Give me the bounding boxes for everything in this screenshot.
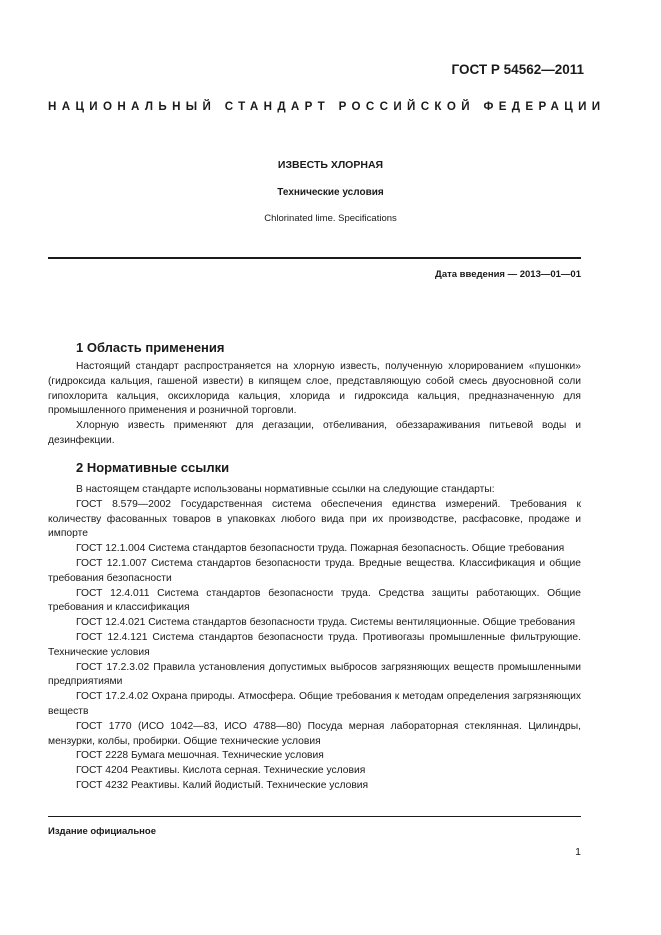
reference-item: ГОСТ 12.4.021 Система стандартов безопасности труда. Системы вентиляционные. Общие требования (76, 617, 576, 629)
document-subtitle: Технические условия (277, 187, 384, 198)
effective-date: Дата введения — 2013—01—01 (435, 269, 581, 280)
section-1-heading: 1 Область применения (76, 340, 225, 355)
reference-item: ГОСТ 12.4.121 Система стандартов безопасности труда. Противогазы промышленные фильтрующие. Технические условия (48, 631, 581, 658)
standard-type-header: НАЦИОНАЛЬНЫЙ СТАНДАРТ РОССИЙСКОЙ ФЕДЕРАЦИИ (48, 100, 606, 113)
document-title-english: Chlorinated lime. Specifications (264, 213, 397, 224)
section-1-body (48, 360, 581, 449)
reference-item: ГОСТ 4232 Реактивы. Калий йодистый. Технические условия (76, 779, 369, 791)
page-number: 1 (575, 846, 581, 858)
reference-item: ГОСТ 12.1.004 Система стандартов безопасности труда. Пожарная безопасность. Общие требования (76, 543, 565, 555)
reference-item: ГОСТ 8.579—2002 Государственная система обеспечения единства измерений. Требования к количеству фасованных товаров в упаковках любого вида при их производстве, расфасовке, продаже и импорте (48, 498, 581, 540)
reference-item: ГОСТ 17.2.4.02 Охрана природы. Атмосфера. Общие требования к методам определения загрязняющих веществ (48, 691, 581, 717)
reference-item: ГОСТ 12.1.007 Система стандартов безопасности труда. Вредные вещества. Классификация и общие требования безопасности (48, 557, 581, 584)
reference-item: ГОСТ 17.2.3.02 Правила установления допустимых выбросов загрязняющих веществ промышленными предприятиями (48, 661, 581, 688)
section-2-heading: 2 Нормативные ссылки (76, 460, 230, 475)
reference-item: ГОСТ 12.4.011 Система стандартов безопасности труда. Средства защиты работающих. Общие требования и классификация (48, 587, 581, 614)
reference-item: ГОСТ 2228 Бумага мешочная. Технические условия (76, 750, 324, 762)
section-1-paragraph: Настоящий стандарт распространяется на хлорную известь, полученную хлорированием «пушонки» (гидроксида кальция, гашеной извести) в кипящем слое, представляющую собой смесь двуосновной соли гипохлорита кальция, оксихлорида кальция, хлорида и гидроксида кальция, предназначенную для промышленного применения и розничной торговли. (48, 361, 581, 417)
edition-label: Издание официальное (48, 826, 156, 837)
document-title: ИЗВЕСТЬ ХЛОРНАЯ (277, 159, 384, 171)
document-number: ГОСТ Р 54562—2011 (451, 62, 584, 77)
header-divider (48, 257, 581, 259)
section-2-intro: В настоящем стандарте использованы нормативные ссылки на следующие стандарты: (76, 484, 495, 495)
reference-item: ГОСТ 4204 Реактивы. Кислота серная. Технические условия (76, 765, 366, 777)
footer-divider (48, 816, 581, 817)
reference-item: ГОСТ 1770 (ИСО 1042—83, ИСО 4788—80) Посуда мерная лабораторная стеклянная. Цилиндры, мензурки, колбы, пробирки. Общие технические условия (48, 720, 581, 747)
section-1-paragraph: Хлорную известь применяют для дегазации, отбеливания, обеззараживания питьевой воды и дезинфекции. (48, 420, 581, 446)
section-2-body (48, 483, 581, 794)
